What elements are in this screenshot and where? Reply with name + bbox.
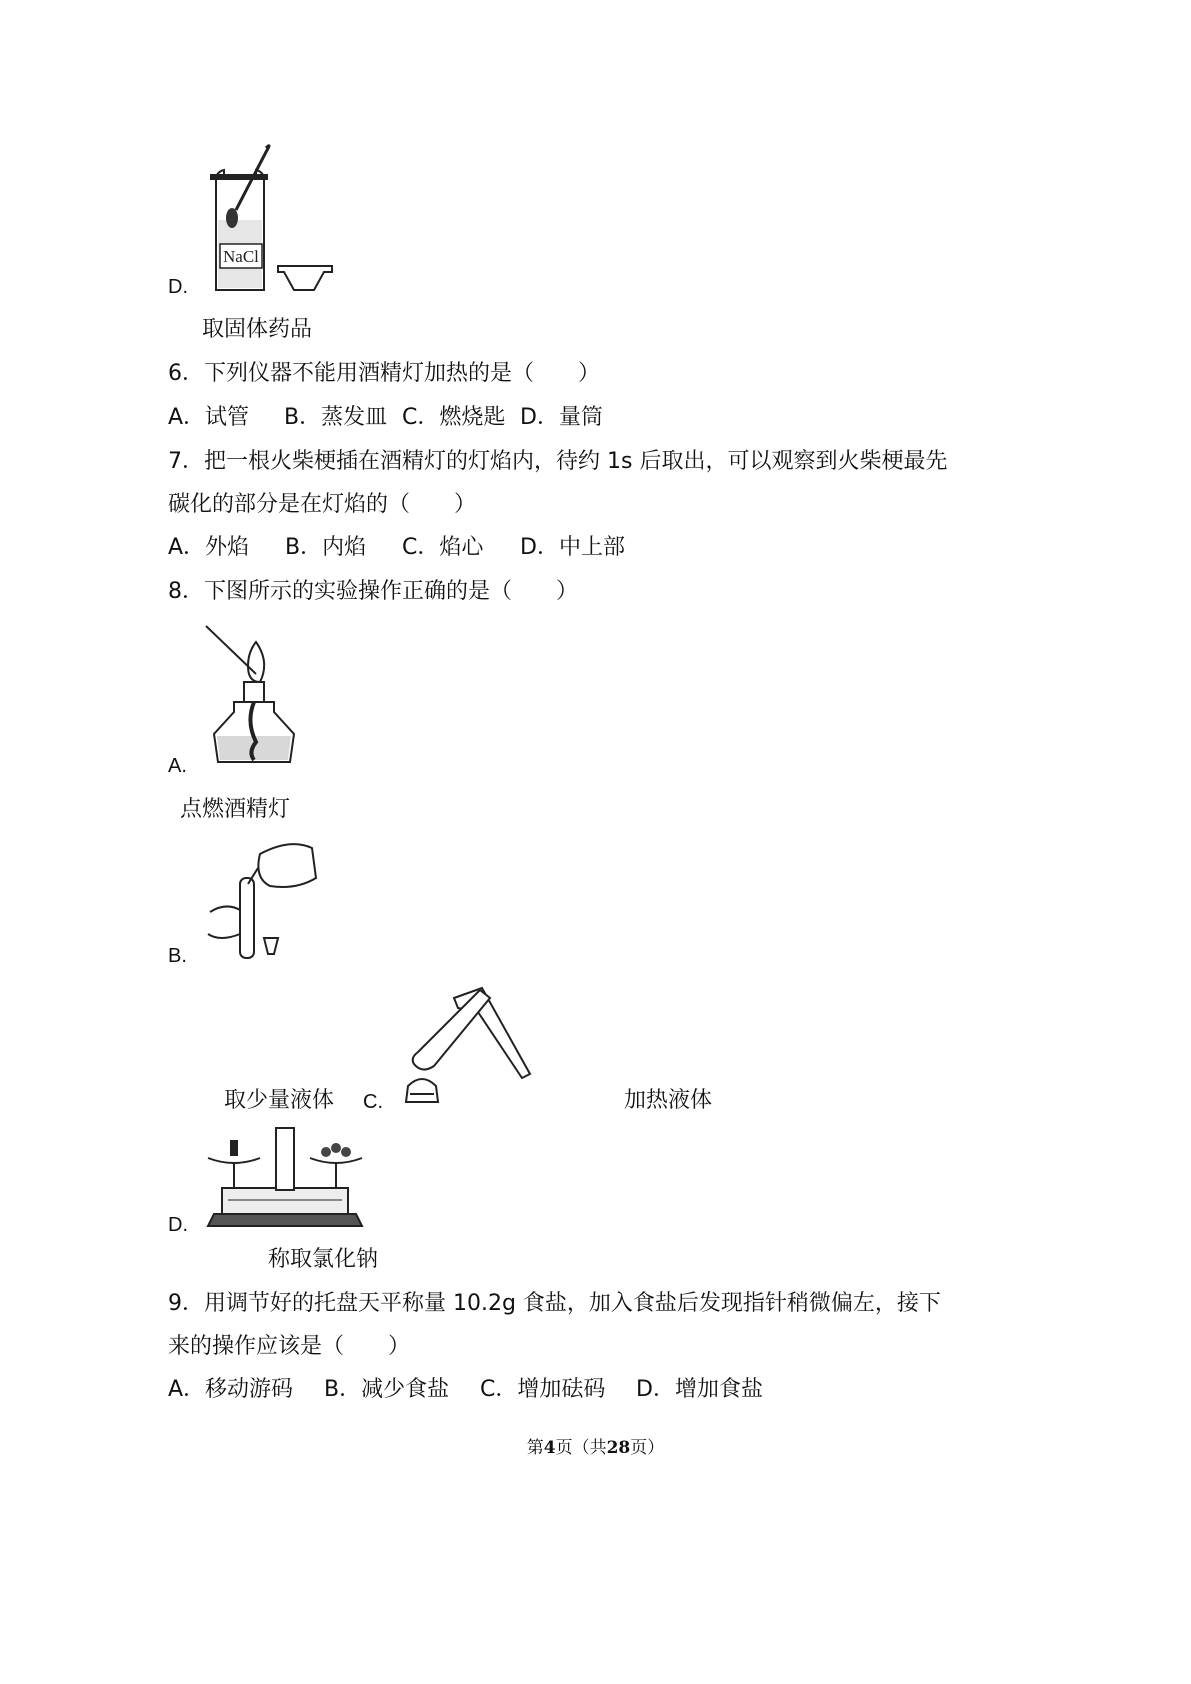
take-liquid-figure [200, 838, 325, 968]
footer-middle: 页（共 [555, 1438, 607, 1458]
alcohol-lamp-lighting-figure [198, 622, 308, 772]
q9-option-c[interactable]: C．增加砝码 [480, 1377, 606, 1402]
q9-option-d[interactable]: D．增加食盐 [636, 1377, 763, 1402]
q6-option-b[interactable]: B．蒸发皿 [284, 405, 388, 430]
q9-option-b[interactable]: B．减少食盐 [324, 1377, 450, 1402]
q8-stem: 8．下图所示的实验操作正确的是（ ） [168, 579, 578, 604]
q8-option-d-caption: 称取氯化钠 [268, 1247, 379, 1272]
heat-liquid-figure [398, 982, 538, 1112]
q7-option-c[interactable]: C．焰心 [402, 535, 484, 560]
q7-option-b[interactable]: B．内焰 [285, 535, 367, 560]
nacl-bottle-figure [196, 140, 341, 300]
q6-option-c[interactable]: C．燃烧匙 [402, 405, 506, 430]
footer-total-pages: 28 [606, 1438, 631, 1458]
footer-suffix: 页） [630, 1438, 665, 1458]
q8-option-b-caption: 取少量液体 [224, 1088, 335, 1113]
q7-options [168, 533, 625, 563]
q9-option-a[interactable]: A．移动游码 [168, 1377, 294, 1402]
footer-page-number: 4 [543, 1438, 556, 1458]
q8-option-c-caption: 加热液体 [624, 1088, 713, 1113]
balance-figure [204, 1122, 366, 1232]
q6-options [168, 403, 603, 433]
q8-option-b-label: B. [168, 945, 187, 967]
q8-option-a-label: A. [168, 755, 187, 777]
q5-option-d-label: D. [168, 276, 188, 298]
nacl-text: NaCl [223, 247, 259, 266]
q9-stem-line1: 9．用调节好的托盘天平称量 10.2g 食盐，加入食盐后发现指针稍微偏左，接下 [168, 1291, 941, 1316]
q7-option-a[interactable]: A．外焰 [168, 535, 250, 560]
q8-option-c-label: C. [363, 1091, 383, 1113]
q9-stem-line2: 来的操作应该是（ ） [168, 1334, 411, 1359]
q8-option-d-label: D. [168, 1214, 188, 1236]
q7-stem-line1: 7．把一根火柴梗插在酒精灯的灯焰内，待约 1s 后取出，可以观察到火柴梗最先 [168, 449, 948, 474]
page-footer [0, 1433, 1191, 1458]
q5-option-d-caption: 取固体药品 [202, 317, 313, 342]
q9-options [168, 1375, 763, 1405]
q7-option-d[interactable]: D．中上部 [520, 535, 625, 560]
q8-option-a-caption: 点燃酒精灯 [180, 797, 291, 822]
q6-stem: 6．下列仪器不能用酒精灯加热的是（ ） [168, 361, 600, 386]
q6-option-a[interactable]: A．试管 [168, 405, 250, 430]
q6-option-d[interactable]: D．量筒 [520, 405, 603, 430]
q7-stem-line2: 碳化的部分是在灯焰的（ ） [168, 492, 477, 517]
footer-prefix: 第 [526, 1438, 544, 1458]
